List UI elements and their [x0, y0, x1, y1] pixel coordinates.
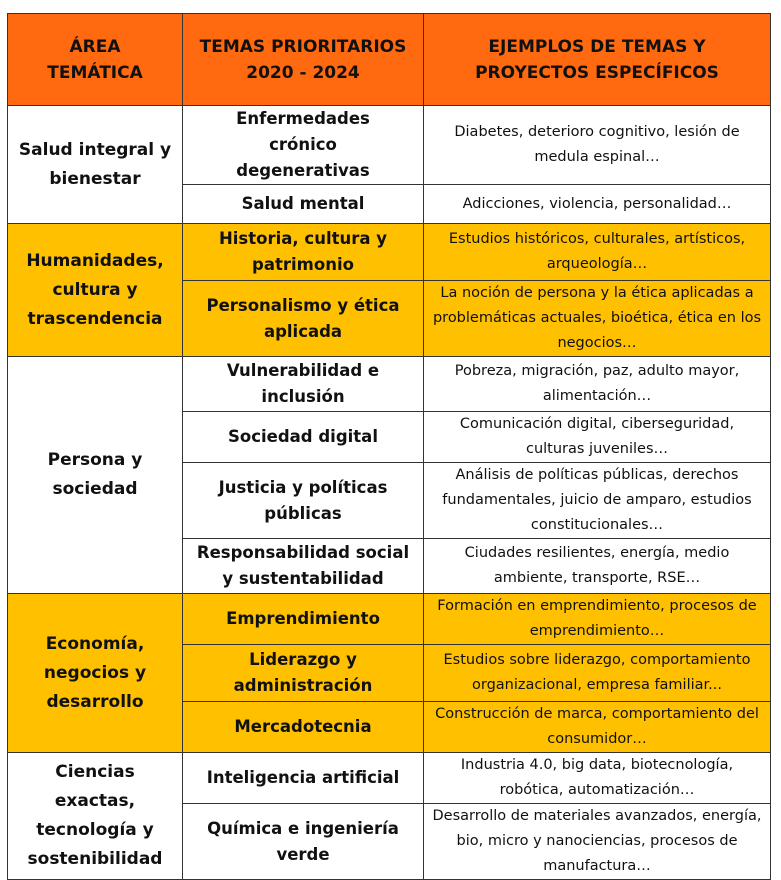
- tema-cell: Enfermedades crónico degenerativas: [183, 106, 424, 185]
- header-temas-line1: TEMAS PRIORITARIOS: [199, 36, 407, 57]
- tema-cell: Sociedad digital: [183, 412, 424, 463]
- ejemplos-cell: Comunicación digital, ciberseguridad, culturas juveniles…: [424, 412, 771, 463]
- table-row: [8, 594, 771, 645]
- ejemplos-cell: Formación en emprendimiento, procesos de emprendimiento…: [424, 594, 771, 645]
- ejemplos-cell: Análisis de políticas públicas, derechos fundamentales, juicio de amparo, estudios constitucionales…: [424, 463, 771, 539]
- table-row: [8, 106, 771, 185]
- ejemplos-cell: Estudios sobre liderazgo, comportamiento organizacional, empresa familiar...: [424, 645, 771, 702]
- tema-cell: Personalismo y ética aplicada: [183, 281, 424, 357]
- table-row: [8, 357, 771, 412]
- header-row: [8, 14, 771, 106]
- ejemplos-cell: Construcción de marca, comportamiento del consumidor…: [424, 702, 771, 753]
- header-ejemplos-line2: PROYECTOS ESPECÍFICOS: [475, 62, 719, 83]
- header-ejemplos: [424, 14, 771, 106]
- area-cell: Ciencias exactas, tecnología y sostenibilidad: [8, 753, 183, 880]
- tema-cell: Vulnerabilidad e inclusión: [183, 357, 424, 412]
- ejemplos-cell: Desarrollo de materiales avanzados, energía, bio, micro y nanociencias, procesos de manufactura…: [424, 804, 771, 880]
- ejemplos-cell: Ciudades resilientes, energía, medio ambiente, transporte, RSE…: [424, 539, 771, 594]
- ejemplos-cell: Industria 4.0, big data, biotecnología, robótica, automatización…: [424, 753, 771, 804]
- header-area-line2: TEMÁTICA: [47, 62, 143, 83]
- tema-cell: Liderazgo y administración: [183, 645, 424, 702]
- header-temas-line2: 2020 - 2024: [246, 62, 360, 83]
- area-cell: Humanidades, cultura y trascendencia: [8, 224, 183, 357]
- ejemplos-cell: Diabetes, deterioro cognitivo, lesión de medula espinal…: [424, 106, 771, 185]
- ejemplos-cell: Adicciones, violencia, personalidad…: [424, 185, 771, 224]
- table-row: [8, 753, 771, 804]
- header-ejemplos-line1: EJEMPLOS DE TEMAS Y: [488, 36, 706, 57]
- header-temas: [183, 14, 424, 106]
- tema-cell: Química e ingeniería verde: [183, 804, 424, 880]
- ejemplos-cell: Pobreza, migración, paz, adulto mayor, alimentación…: [424, 357, 771, 412]
- header-area: [8, 14, 183, 106]
- ejemplos-cell: La noción de persona y la ética aplicadas a problemáticas actuales, bioética, ética en los negocios…: [424, 281, 771, 357]
- tema-cell: Emprendimiento: [183, 594, 424, 645]
- area-cell: Salud integral y bienestar: [8, 106, 183, 224]
- area-cell: Persona y sociedad: [8, 357, 183, 594]
- tema-cell: Inteligencia artificial: [183, 753, 424, 804]
- research-topics-table: [7, 13, 771, 880]
- tema-cell: Historia, cultura y patrimonio: [183, 224, 424, 281]
- tema-cell: Responsabilidad social y sustentabilidad: [183, 539, 424, 594]
- header-area-line1: ÁREA: [69, 36, 121, 57]
- tema-cell: Justicia y políticas públicas: [183, 463, 424, 539]
- tema-cell: Mercadotecnia: [183, 702, 424, 753]
- ejemplos-cell: Estudios históricos, culturales, artísticos, arqueología…: [424, 224, 771, 281]
- tema-cell: Salud mental: [183, 185, 424, 224]
- area-cell: Economía, negocios y desarrollo: [8, 594, 183, 753]
- table-row: [8, 224, 771, 281]
